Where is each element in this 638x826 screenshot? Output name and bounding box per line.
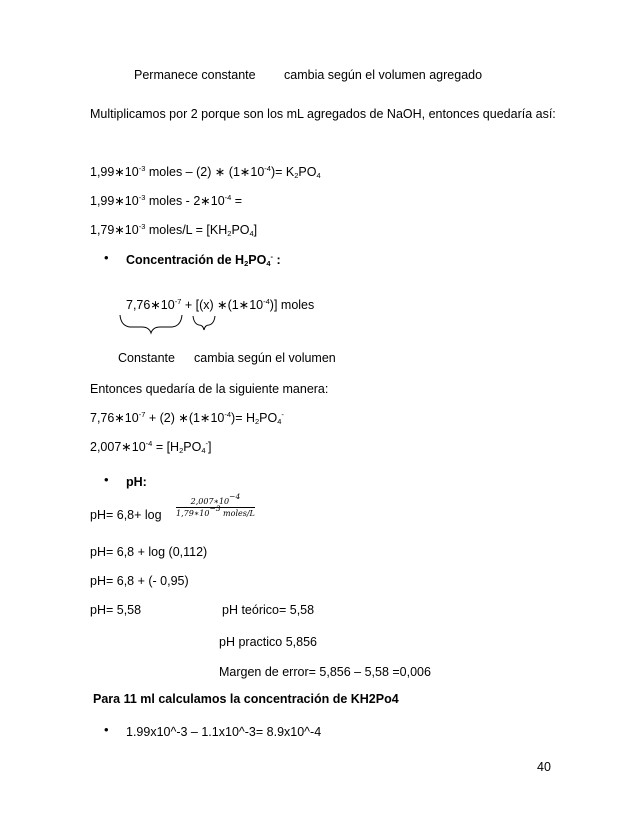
ph-line-3: pH= 6,8 + (- 0,95) bbox=[90, 574, 189, 588]
calc-4-d-sup: - bbox=[281, 410, 284, 419]
calc-4-c-sub: 2 bbox=[255, 417, 260, 426]
ph-fraction-denominator bbox=[176, 504, 255, 518]
underbrace-variable bbox=[193, 316, 215, 330]
calc-5-a-exp: -4 bbox=[145, 439, 153, 448]
calc-5-c-sub: 4 bbox=[201, 446, 206, 455]
calc-line-5 bbox=[90, 439, 211, 455]
expr-a-exp: -7 bbox=[174, 297, 182, 306]
then-paragraph: Entonces quedaría de la siguiente manera: bbox=[90, 382, 329, 396]
calc-2-c: = bbox=[231, 194, 243, 208]
calc-2-b: moles - 2∗10 bbox=[145, 194, 225, 208]
header-variable-label: cambia según el volumen agregado bbox=[284, 68, 483, 82]
ph-num-text: 2,007∗10 bbox=[190, 497, 230, 506]
header-constant-label: Permanece constante bbox=[134, 68, 256, 82]
calc-1-b: moles – (2) ∗ (1∗10 bbox=[145, 165, 265, 179]
calc-1-a: 1,99∗10 bbox=[90, 165, 139, 179]
ph-theoretical: pH teórico= 5,58 bbox=[222, 603, 315, 617]
calc-3-a-exp: -3 bbox=[138, 222, 146, 231]
error-margin: Margen de error= 5,856 – 5,58 =0,006 bbox=[219, 665, 431, 679]
brace-label-constant: Constante bbox=[118, 351, 175, 365]
section-ph-heading: pH: bbox=[126, 475, 147, 489]
section-h2po4-sub2: 4 bbox=[266, 259, 271, 268]
calc-11ml: 1.99x10^-3 – 1.1x10^-3= 8.9x10^-4 bbox=[126, 725, 322, 739]
calc-4-d: PO bbox=[259, 411, 278, 425]
expr-c: )] moles bbox=[269, 298, 315, 312]
calc-3-c: PO bbox=[231, 223, 250, 237]
section-h2po4-label: Concentración de H bbox=[126, 253, 245, 267]
ph-den-exp: −3 bbox=[209, 504, 221, 513]
calc-3-c-sub: 4 bbox=[249, 229, 254, 238]
calc-4-a-exp: -7 bbox=[138, 410, 146, 419]
expr-b: + [(x) ∗(1∗10 bbox=[181, 298, 264, 312]
bullet-h2po4: • bbox=[104, 250, 109, 265]
calc-3-b: moles/L = [KH bbox=[145, 223, 228, 237]
calc-2-a-exp: -3 bbox=[138, 193, 146, 202]
bullet-11ml: • bbox=[104, 722, 109, 737]
section-11ml-heading: Para 11 ml calculamos la concentración de KH2Po4 bbox=[93, 692, 399, 706]
calc-4-b: + (2) ∗(1∗10 bbox=[145, 411, 225, 425]
calc-5-a: 2,007∗10 bbox=[90, 440, 146, 454]
ph-line-2: pH= 6,8 + log (0,112) bbox=[90, 545, 208, 559]
intro-paragraph: Multiplicamos por 2 porque son los mL agregados de NaOH, entonces quedaría así: bbox=[90, 107, 556, 121]
calc-5-c-sup: - bbox=[205, 439, 208, 448]
section-h2po4-sub: 2 bbox=[244, 259, 249, 268]
calc-3-b-sub: 2 bbox=[227, 229, 232, 238]
calc-1-b-exp: -4 bbox=[264, 164, 271, 173]
brace-label-variable: cambia según el volumen bbox=[194, 351, 336, 365]
ph-fraction bbox=[176, 492, 255, 518]
calc-5-d: ] bbox=[208, 440, 212, 454]
calc-5-b: = [H bbox=[152, 440, 180, 454]
expr-a: 7,76∗10 bbox=[126, 298, 175, 312]
section-h2po4-sup: - bbox=[270, 252, 273, 261]
section-h2po4-label2: PO bbox=[248, 253, 267, 267]
section-h2po4-tail: : bbox=[272, 253, 281, 267]
calc-2-b-exp: -4 bbox=[224, 193, 232, 202]
expr-b-exp: -4 bbox=[263, 297, 270, 306]
calc-4-a: 7,76∗10 bbox=[90, 411, 139, 425]
calc-4-d-sub: 4 bbox=[277, 417, 282, 426]
calc-line-4 bbox=[90, 410, 284, 426]
calc-5-c: PO bbox=[183, 440, 202, 454]
ph-formula-prefix: pH= 6,8+ log bbox=[90, 508, 162, 522]
ph-line-4: pH= 5,58 bbox=[90, 603, 142, 617]
ph-practical: pH practico 5,856 bbox=[219, 635, 317, 649]
calc-1-d-sub: 4 bbox=[316, 171, 321, 180]
underbrace-constant bbox=[120, 315, 182, 333]
calc-4-c: )= H bbox=[231, 411, 255, 425]
calc-3-d: ] bbox=[253, 223, 258, 237]
calc-1-d: PO bbox=[298, 165, 317, 179]
calc-4-b-exp: -4 bbox=[224, 410, 232, 419]
bullet-ph: • bbox=[104, 472, 109, 487]
calc-1-c: )= K bbox=[270, 165, 295, 179]
page-number: 40 bbox=[537, 760, 551, 774]
calc-5-b-sub: 2 bbox=[179, 446, 184, 455]
calc-2-a: 1,99∗10 bbox=[90, 194, 139, 208]
ph-num-exp: −4 bbox=[229, 492, 241, 501]
ph-den-text: 1,79∗10 bbox=[176, 509, 210, 518]
calc-1-c-sub: 2 bbox=[294, 171, 299, 180]
calc-3-a: 1,79∗10 bbox=[90, 223, 139, 237]
calc-1-a-exp: -3 bbox=[138, 164, 146, 173]
ph-den-tail: moles/L bbox=[220, 509, 255, 518]
